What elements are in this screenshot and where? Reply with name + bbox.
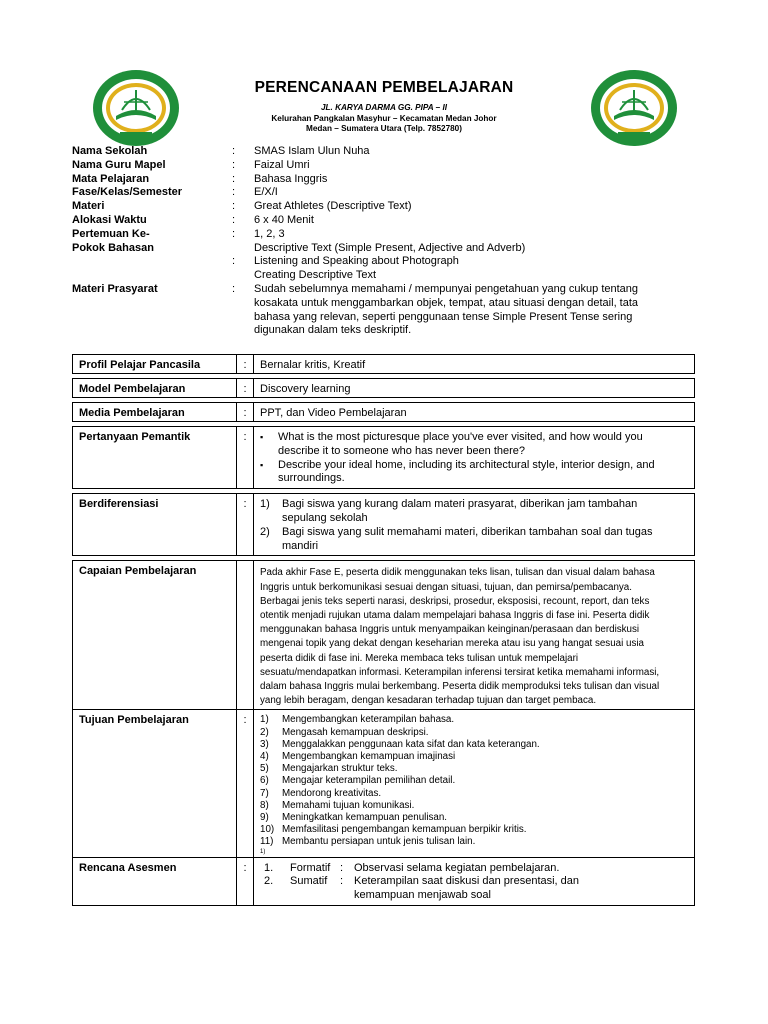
list-item <box>260 824 688 836</box>
info-label: Nama Sekolah <box>72 145 148 157</box>
label-profil: Profil Pelajar Pancasila <box>73 355 237 374</box>
assessment-number <box>260 889 290 903</box>
document-header <box>200 79 568 135</box>
info-label: Fase/Kelas/Semester <box>72 186 183 199</box>
colon: : <box>237 710 254 857</box>
bullet-line <box>260 431 688 445</box>
school-logo-left <box>92 68 180 148</box>
label-pemantik: Pertanyaan Pemantik <box>73 427 237 489</box>
item-number: 7) <box>260 787 269 799</box>
assessment-number: 2. <box>264 875 274 888</box>
item-number: 2) <box>260 726 269 738</box>
item-text: Menggalakkan penggunaan kata sifat dan kata keterangan. <box>282 738 540 750</box>
info-section <box>72 145 672 338</box>
line-text: Bagi siswa yang kurang dalam materi prasyarat, diberikan jam tambahan <box>282 498 638 511</box>
bullet-text: Describe your ideal home, including its architectural style, interior design, and <box>278 458 655 471</box>
assessment-colon: : <box>340 875 344 888</box>
paragraph-line: menggunakan bahasa Inggris untuk menyampaikan keinginan/perasaan dan berdiskusi <box>260 624 640 636</box>
list-item <box>260 775 688 787</box>
bullet-text: What is the most picturesque place you've ever visited, and how would you <box>278 431 643 443</box>
item-text: Mengajar keterampilan pemilihan detail. <box>282 775 456 787</box>
info-colon <box>232 297 254 311</box>
colon: : <box>237 427 254 489</box>
plan-table <box>72 354 695 906</box>
value-tujuan <box>254 710 695 857</box>
info-label <box>72 297 232 311</box>
assessment-colon: : <box>340 861 344 874</box>
info-colon: : <box>232 282 236 295</box>
info-label <box>72 269 232 283</box>
row-asesmen <box>73 857 695 905</box>
item-number: 11) <box>260 836 274 848</box>
info-value: kosakata untuk menggambarkan objek, tempat, atau situasi dengan detail, tata <box>254 296 639 309</box>
label-model: Model Pembelajaran <box>73 379 237 398</box>
info-colon <box>232 242 254 256</box>
info-value: Great Athletes (Descriptive Text) <box>254 200 412 213</box>
info-row <box>72 186 672 200</box>
item-number: 3) <box>260 738 269 750</box>
info-colon: : <box>232 145 236 157</box>
item-text: Memahami tujuan komunikasi. <box>282 799 415 811</box>
info-row <box>72 242 672 256</box>
paragraph-line: sesuatu/mendapatkan informasi. Keterampilan inferensi tersirat ketika memahami informasi, <box>260 666 660 678</box>
info-row <box>72 159 672 173</box>
line-number <box>260 540 282 554</box>
info-value: Creating Descriptive Text <box>254 269 377 282</box>
value-pemantik <box>254 427 695 489</box>
item-text: Meningkatkan kemampuan penulisan. <box>282 812 448 824</box>
assessment-number: 1. <box>264 861 274 874</box>
info-row <box>72 200 672 214</box>
assessment-line <box>260 862 688 876</box>
info-label: Pokok Bahasan <box>72 241 154 254</box>
paragraph-line: Inggris untuk berkomunikasi sesuai dengan situasi, tujuan, dan pemirsa/pembacanya. <box>260 581 632 593</box>
label-capaian: Capaian Pembelajaran <box>73 561 237 710</box>
info-label: Alokasi Waktu <box>72 213 147 226</box>
item-number: 4) <box>260 751 269 763</box>
list-item <box>260 751 688 763</box>
label-asesmen: Rencana Asesmen <box>73 857 237 905</box>
paragraph-line: peserta didik di fase ini. Mereka membaca teks tulisan untuk mempelajari <box>260 652 579 664</box>
info-value: Listening and Speaking about Photograph <box>254 255 459 268</box>
value-model: Discovery learning <box>254 379 695 398</box>
bullet-text: surroundings. <box>278 472 345 485</box>
list-item <box>260 727 688 739</box>
info-value: Bahasa Inggris <box>254 172 328 185</box>
info-label: Mata Pelajaran <box>72 172 150 185</box>
info-value: 6 x 40 Menit <box>254 213 314 226</box>
paragraph-line: mengenai topik yang dekat dengan keseharian mereka atau isu yang hangat sesuai usia <box>260 638 644 650</box>
assessment-line <box>260 875 688 889</box>
info-label: Nama Guru Mapel <box>72 158 166 171</box>
document-title: PERENCANAAN PEMBELAJARAN <box>254 79 514 96</box>
value-media: PPT, dan Video Pembelajaran <box>254 403 695 422</box>
info-row <box>72 173 672 187</box>
item-number: 5) <box>260 763 269 775</box>
info-value: Descriptive Text (Simple Present, Adjective and Adverb) <box>254 241 526 254</box>
info-value: 1, 2, 3 <box>254 227 285 240</box>
info-colon: : <box>232 213 236 226</box>
info-row <box>72 255 672 269</box>
colon: : <box>237 857 254 905</box>
assessment-value: Keterampilan saat diskusi dan presentasi, dan <box>354 875 580 888</box>
value-asesmen <box>254 857 695 905</box>
list-item <box>260 763 688 775</box>
list-item <box>260 788 688 800</box>
bullet-marker: ▪ <box>260 432 264 442</box>
list-item <box>260 714 688 726</box>
paragraph-line: Berbagai jenis teks seperti narasi, deskripsi, prosedur, eksposisi, recount, report, dan teks <box>260 595 650 607</box>
row-capaian <box>73 561 695 710</box>
bullet-line <box>260 459 688 473</box>
info-colon <box>232 324 254 338</box>
paragraph-line: yang lebih beragam, dengan kesadaran terhadap tujuan dan target pembaca. <box>260 695 597 707</box>
item-text: Mendorong kreativitas. <box>282 787 382 799</box>
bullet-marker <box>260 472 278 486</box>
paragraph-line: dalam bahasa Inggris mulai berkembang. Peserta didik memproduksi teks tulisan dan visual <box>260 681 660 692</box>
info-label: Pertemuan Ke- <box>72 227 150 240</box>
item-text: Mengembangkan kemampuan imajinasi <box>282 751 456 763</box>
address-line-3: Medan – Sumatera Utara (Telp. 7852780) <box>306 124 462 133</box>
colon: : <box>237 403 254 422</box>
info-row <box>72 324 672 338</box>
list-item <box>260 836 688 848</box>
info-row <box>72 269 672 283</box>
assessment-value: kemampuan menjawab soal <box>354 889 491 902</box>
assessment-type: Formatif <box>290 861 331 874</box>
label-tujuan: Tujuan Pembelajaran <box>73 710 237 857</box>
row-profil <box>73 355 695 374</box>
colon: : <box>237 355 254 374</box>
assessment-line <box>260 889 688 903</box>
assessment-type <box>290 889 340 903</box>
value-profil: Bernalar kritis, Kreatif <box>254 355 695 374</box>
paragraph-line: Pada akhir Fase E, peserta didik menggunakan teks lisan, tulisan dan visual dalam bahasa <box>260 567 655 579</box>
info-row <box>72 145 672 159</box>
info-row <box>72 228 672 242</box>
item-number: 8) <box>260 799 269 811</box>
line-text: mandiri <box>282 539 319 552</box>
numbered-line <box>260 498 688 512</box>
trailing-number: 1) <box>260 848 266 855</box>
bullet-text: describe it to someone who has never been there? <box>278 444 526 457</box>
list-item <box>260 739 688 751</box>
info-label <box>72 324 232 338</box>
info-colon: : <box>232 158 236 171</box>
info-value: Sudah sebelumnya memahami / mempunyai pengetahuan yang cukup tentang <box>254 282 639 295</box>
line-number: 2) <box>260 525 270 538</box>
info-colon: : <box>232 186 236 199</box>
bullet-marker <box>260 445 278 459</box>
value-berdiferensiasi <box>254 494 695 556</box>
info-label: Materi <box>72 200 105 213</box>
info-colon: : <box>232 172 236 185</box>
info-value: E/X/I <box>254 186 278 199</box>
bullet-marker: ▪ <box>260 459 264 470</box>
info-colon: : <box>232 227 236 240</box>
info-row <box>72 297 672 311</box>
line-number <box>260 512 282 526</box>
colon: : <box>237 379 254 398</box>
info-label <box>72 311 232 325</box>
info-label <box>72 255 232 269</box>
address-line-1: JL. KARYA DARMA GG. PIPA – II <box>320 103 447 112</box>
list-item <box>260 812 688 824</box>
assessment-type: Sumatif <box>290 875 328 888</box>
line-number: 1) <box>260 498 270 511</box>
info-row <box>72 311 672 325</box>
colon-empty <box>237 561 254 710</box>
line-text: sepulang sekolah <box>282 511 368 524</box>
item-text: Mengembangkan keterampilan bahasa. <box>282 714 455 726</box>
info-value: bahasa yang relevan, seperti penggunaan tense Simple Present Tense sering <box>254 310 633 323</box>
numbered-line <box>260 526 688 540</box>
address-line-2: Kelurahan Pangkalan Masyhur – Kecamatan Medan Johor <box>271 113 497 123</box>
info-label: Materi Prasyarat <box>72 282 158 295</box>
colon: : <box>237 494 254 556</box>
info-colon: : <box>232 200 236 213</box>
item-text: Membantu persiapan untuk jenis tulisan lain. <box>282 836 476 848</box>
row-pemantik <box>73 427 695 489</box>
bullet-line <box>260 445 688 459</box>
item-text: Mengasah kemampuan deskripsi. <box>282 726 429 738</box>
row-model <box>73 379 695 398</box>
value-capaian <box>254 561 695 710</box>
info-colon <box>232 311 254 325</box>
label-berdiferensiasi: Berdiferensiasi <box>73 494 237 556</box>
line-text: Bagi siswa yang sulit memahami materi, diberikan tambahan soal dan tugas <box>282 525 653 538</box>
info-value: digunakan dalam teks deskriptif. <box>254 324 412 337</box>
item-text: Memfasilitasi pengembangan kemampuan berpikir kritis. <box>282 824 527 836</box>
info-colon: : <box>232 255 236 268</box>
assessment-value: Observasi selama kegiatan pembelajaran. <box>354 861 560 874</box>
bullet-line <box>260 472 688 486</box>
item-number: 1) <box>260 714 269 726</box>
info-row <box>72 283 672 297</box>
paragraph-line: otentik menjadi rujukan utama dalam mempelajari bahasa Inggris di fase ini. Peserta didik <box>260 609 650 621</box>
row-tujuan <box>73 710 695 857</box>
item-number: 9) <box>260 812 269 824</box>
row-berdiferensiasi <box>73 494 695 556</box>
item-text: Mengajarkan struktur teks. <box>282 763 398 775</box>
list-item <box>260 800 688 812</box>
numbered-line <box>260 512 688 526</box>
label-media: Media Pembelajaran <box>73 403 237 422</box>
info-colon <box>232 269 254 283</box>
info-row <box>72 214 672 228</box>
assessment-colon <box>340 889 354 903</box>
info-value: SMAS Islam Ulun Nuha <box>254 145 370 157</box>
info-value: Faizal Umri <box>254 158 310 171</box>
numbered-line <box>260 540 688 554</box>
row-media <box>73 403 695 422</box>
school-logo-right <box>590 68 678 148</box>
item-number: 6) <box>260 775 269 787</box>
item-number: 10) <box>260 824 275 836</box>
